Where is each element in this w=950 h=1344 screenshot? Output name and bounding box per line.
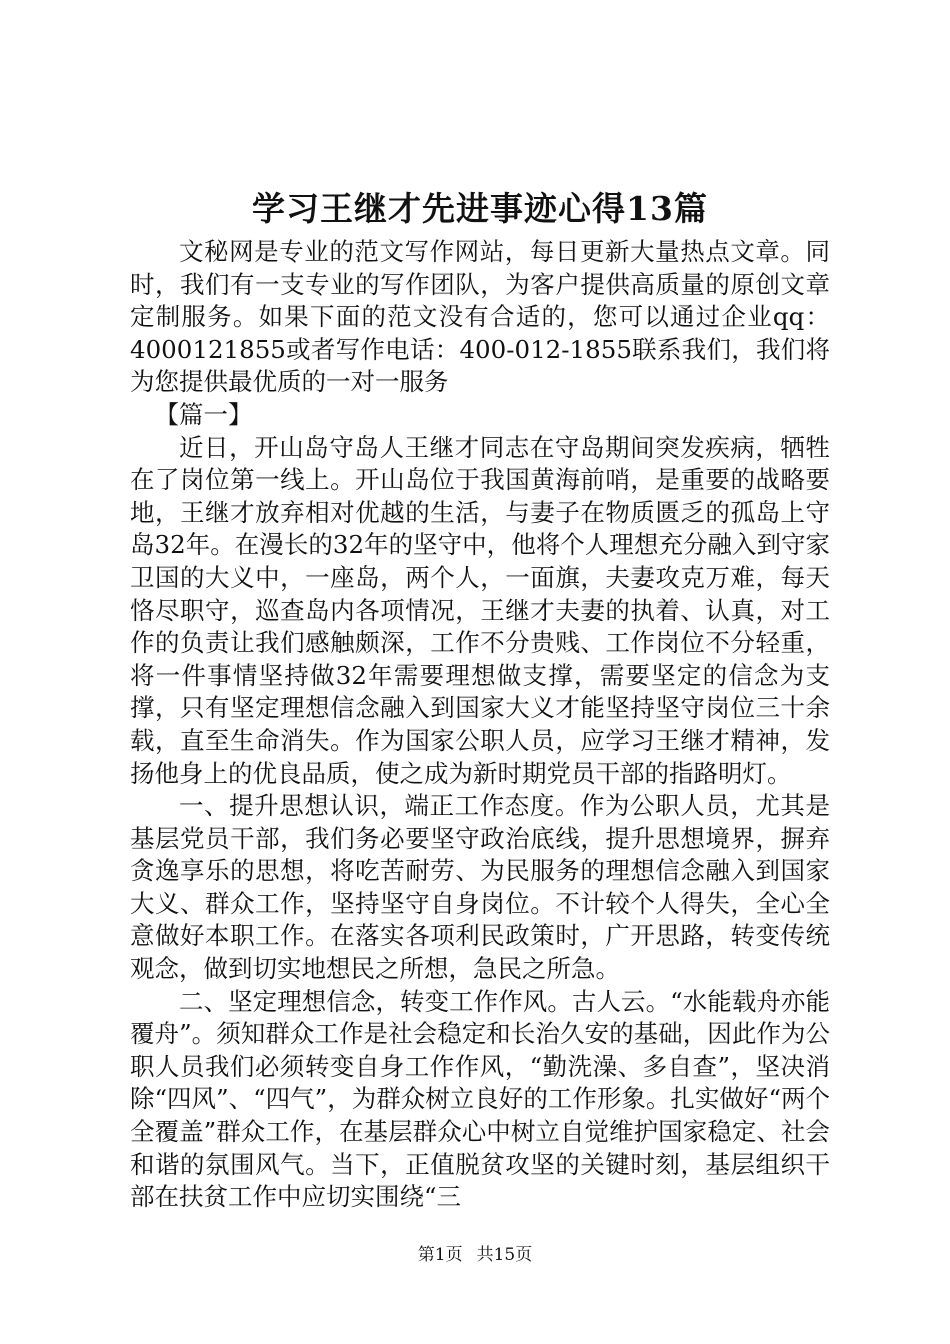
page-total: 共15页: [476, 1245, 533, 1265]
page-number: 第1页: [417, 1245, 463, 1265]
document-title: 学习王继才先进事迹心得13篇: [252, 189, 708, 228]
section-heading: 【篇一】: [154, 399, 253, 429]
document-body: [130, 236, 830, 1214]
body-paragraph: 二、坚定理想信念，转变工作作风。古人云。“水能载舟亦能覆舟”。须知群众工作是社会稳定和长治久安的基础，因此作为公职人员我们必须转变自身工作作风，“勤洗澡、多自查”，坚决消除“四风”、“四气”，为群众树立良好的工作形象。扎实做好“两个全覆盖”群众工作，在基层群众心中树立自觉维护国家稳定、社会和谐的氛围风气。当下，正值脱贫攻坚的关键时刻，基层组织干部在扶贫工作中应切实围绕“三: [130, 986, 830, 1212]
intro-paragraph: 文秘网是专业的范文写作网站，每日更新大量热点文章。同时，我们有一支专业的写作团队，为客户提供高质量的原创文章定制服务。如果下面的范文没有合适的，您可以通过企业qq：4000121855或者写作电话：400-012-1855联系我们，我们将为您提供最优质的一对一服务: [130, 237, 830, 397]
page-footer: [0, 1243, 950, 1267]
body-paragraph: 近日，开山岛守岛人王继才同志在守岛期间突发疾病，牺牲在了岗位第一线上。开山岛位于我国黄海前哨，是重要的战略要地，王继才放弃相对优越的生活，与妻子在物质匮乏的孤岛上守岛32年。在漫长的32年的坚守中，他将个人理想充分融入到守家卫国的大义中，一座岛，两个人，一面旗，夫妻攻克万难，每天恪尽职守，巡查岛内各项情况，王继才夫妻的执着、认真，对工作的负责让我们感触颇深，工作不分贵贱、工作岗位不分轻重，将一件事情坚持做32年需要理想做支撑，需要坚定的信念为支撑，只有坚定理想信念融入到国家大义才能坚持坚守岗位三十余载，直至生命消失。作为国家公职人员，应学习王继才精神，发扬他身上的优良品质，使之成为新时期党员干部的指路明灯。: [130, 432, 830, 788]
body-paragraph: 一、提升思想认识，端正工作态度。作为公职人员，尤其是基层党员干部，我们务必要坚守政治底线，提升思想境界，摒弃贪逸享乐的思想，将吃苦耐劳、为民服务的理想信念融入到国家大义、群众工作，坚持坚守自身岗位。不计较个人得失，全心全意做好本职工作。在落实各项利民政策时，广开思路，转变传统观念，做到切实地想民之所想，急民之所急。: [130, 791, 830, 984]
